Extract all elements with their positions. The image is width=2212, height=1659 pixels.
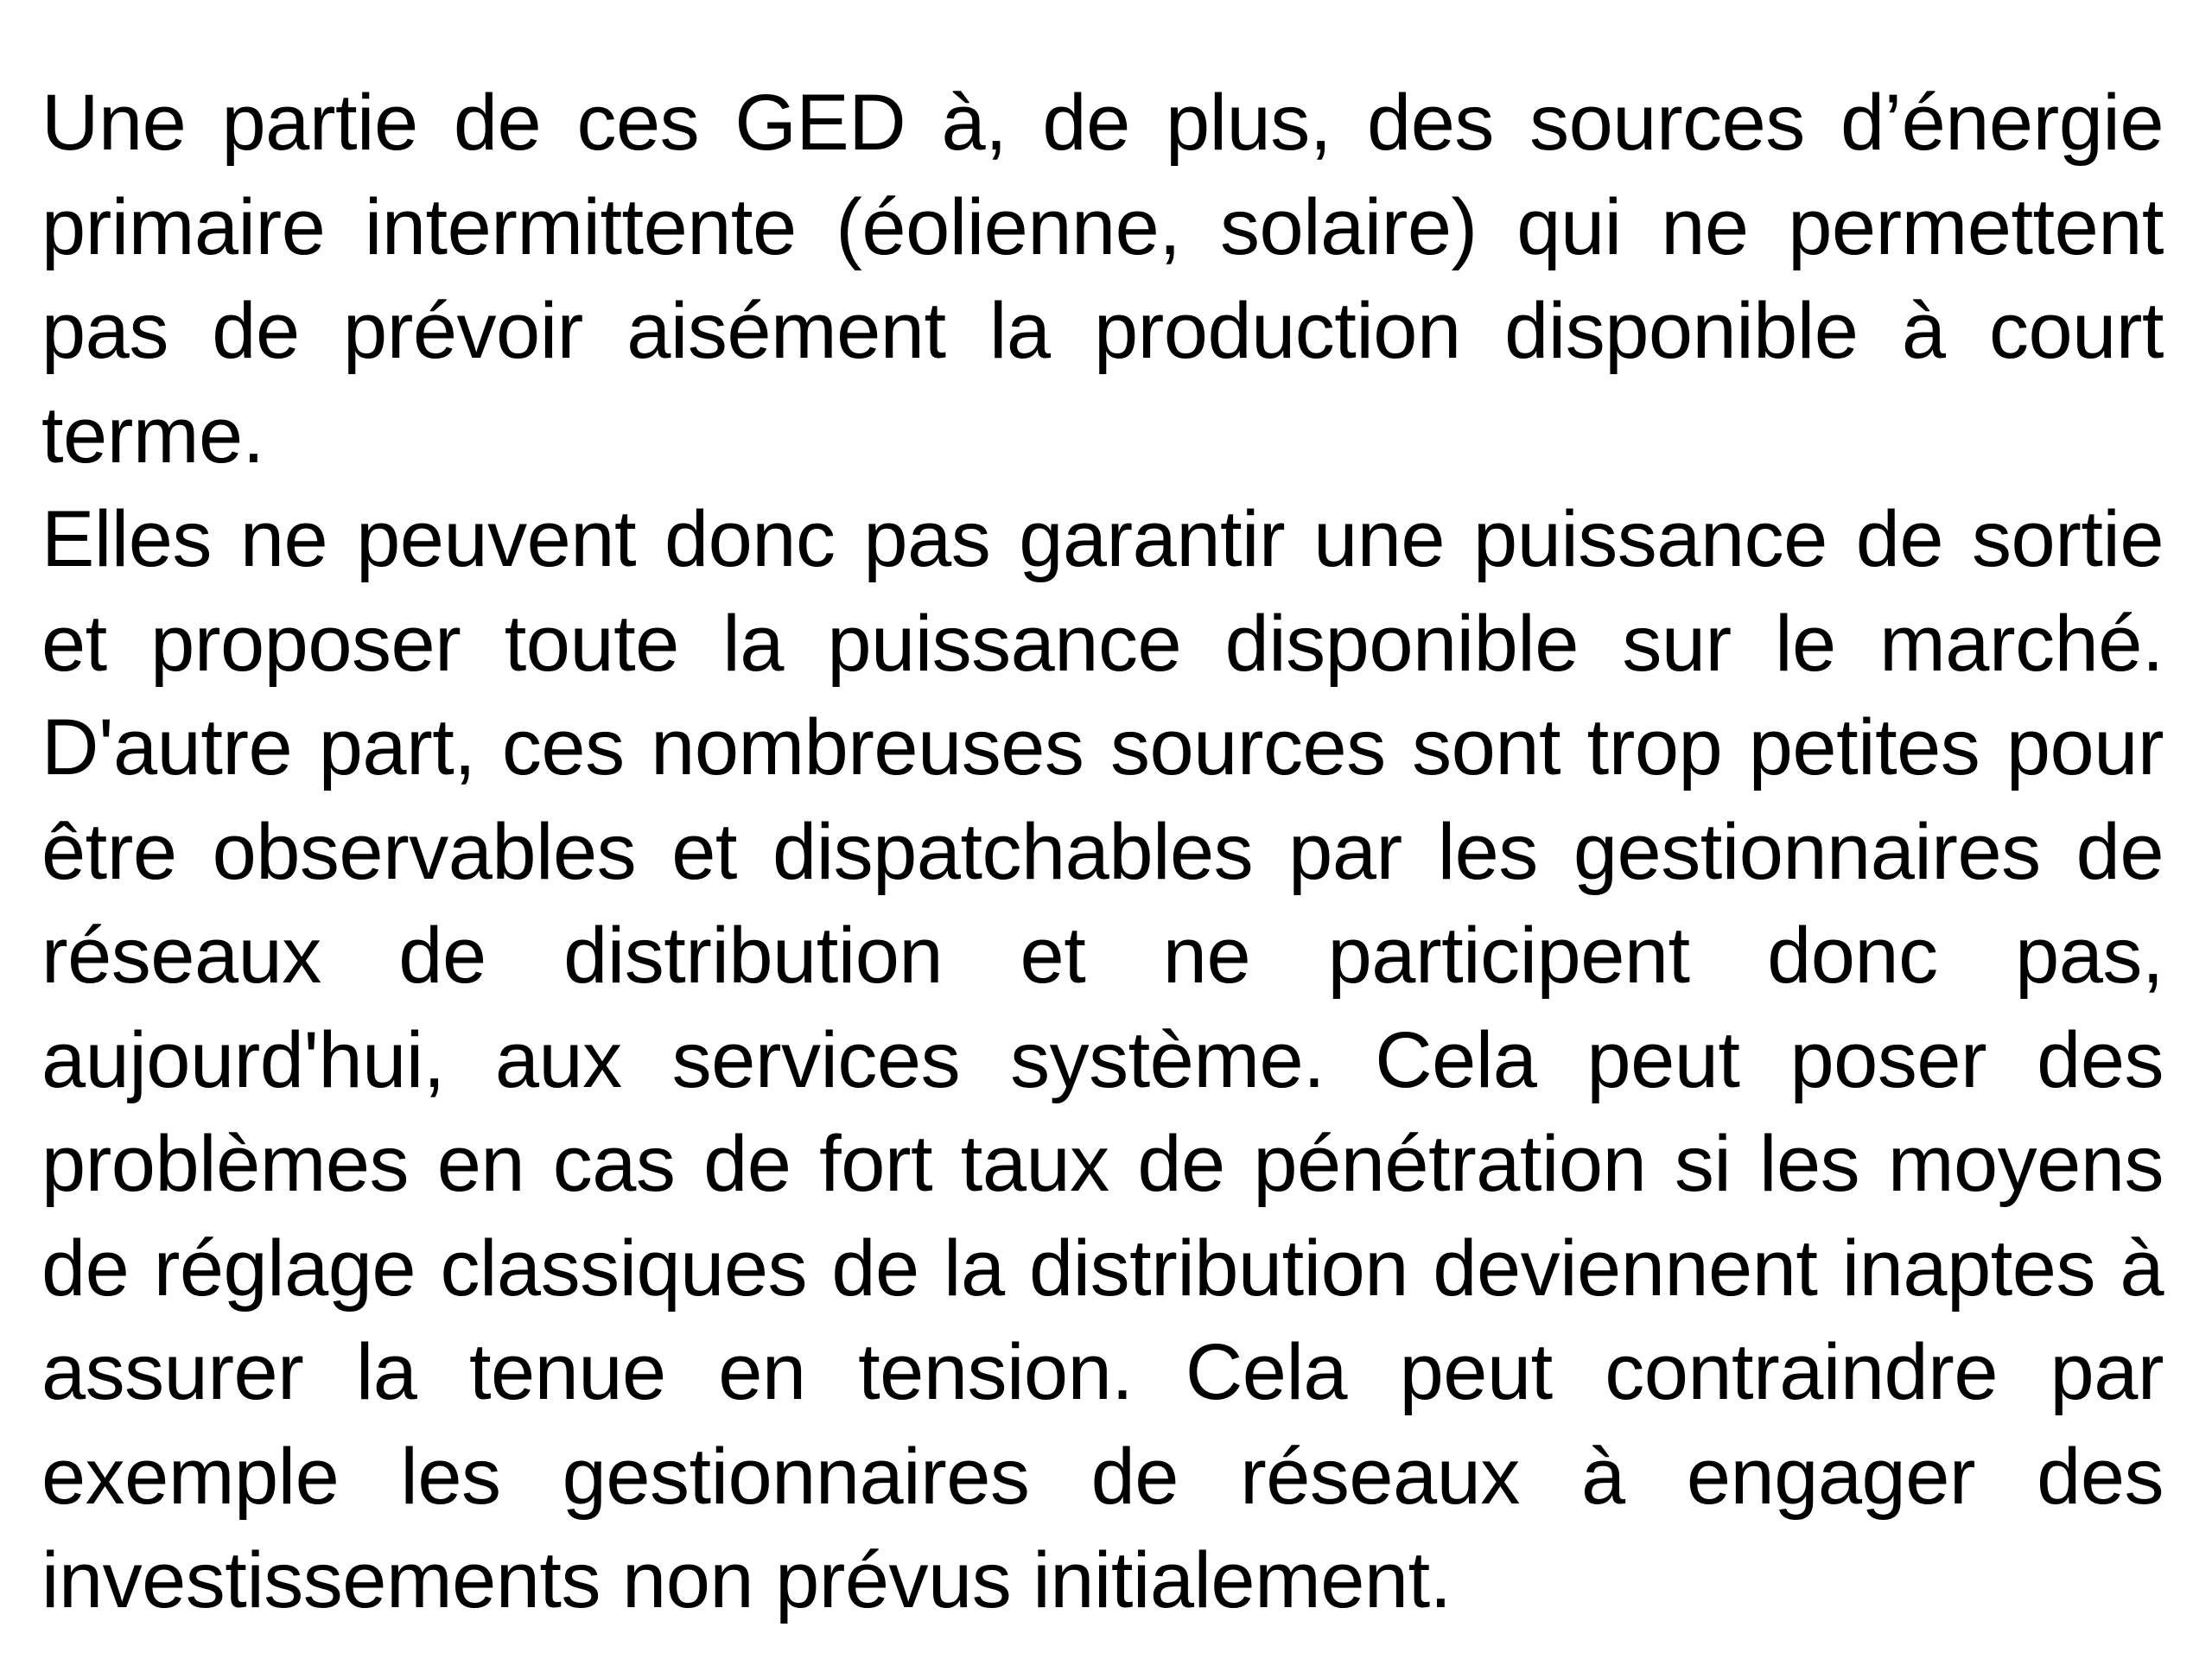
- paragraph-2: Elles ne peuvent donc pas garantir une puissance de sortie et proposer toute la puissance disponible sur le marché. D'autre part, ces nombreuses sources sont trop petites pour être observables et dispatchables par les gestionnaires de réseaux de distribution et ne participent donc pas, aujourd'hui, aux services système. Cela peut poser des problèmes en cas de fort taux de pénétration si les moyens de réglage classiques de la distribution deviennent inaptes à assurer la tenue en tension. Cela peut contraindre par exemple les gestionnaires de réseaux à engager des investissements non prévus initialement.: [41, 495, 2164, 1624]
- paragraph-1: Une partie de ces GED à, de plus, des sources d’énergie primaire intermittente (éolienne, solaire) qui ne permettent pas de prévoir aisément la production disponible à court terme.: [41, 79, 2164, 480]
- document-body: [41, 71, 2164, 1635]
